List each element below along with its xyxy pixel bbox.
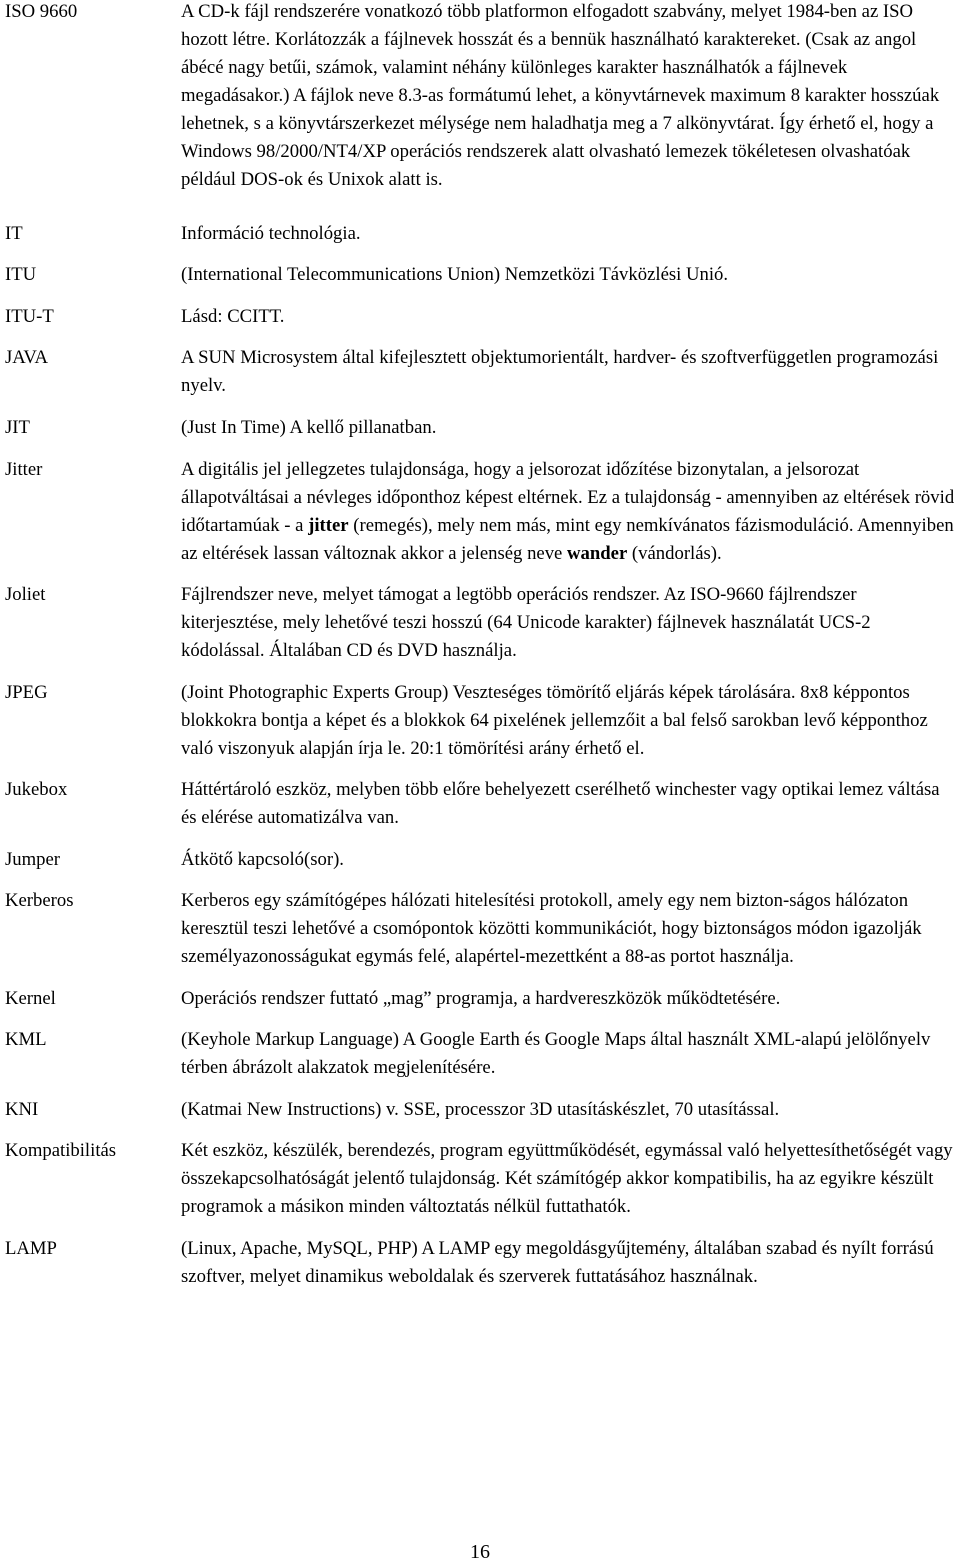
glossary-entry-kompatibilitas	[5, 1137, 957, 1221]
glossary-entry-jpeg	[5, 679, 957, 763]
glossary-entry-kerberos	[5, 887, 957, 971]
term: ITU-T	[5, 306, 54, 327]
glossary-entry-jumper	[5, 846, 957, 874]
page-number: 16	[470, 1541, 490, 1563]
term: JPEG	[5, 682, 48, 703]
definition: A SUN Microsystem által kifejlesztett objektumorientált, hardver- és szoftverfüggetlen programozási nyelv.	[181, 347, 939, 396]
definition-bold-term: wander	[567, 543, 628, 564]
definition: (Katmai New Instructions) v. SSE, processzor 3D utasításkészlet, 70 utasítással.	[181, 1099, 780, 1120]
definition: (Keyhole Markup Language) A Google Earth és Google Maps által használt XML-alapú jelölőnyelv térben ábrázolt alakzatok megjelenítésére.	[181, 1029, 931, 1078]
definition: (Linux, Apache, MySQL, PHP) A LAMP egy megoldásgyűjtemény, általában szabad és nyílt forrású szoftver, melyet dinamikus weboldalak és szerverek futtatásához használnak.	[181, 1238, 934, 1287]
glossary-entry-kernel	[5, 985, 957, 1013]
definition-text: A digitális jel jellegzetes tulajdonsága, hogy a jelsorozat időzítése bizonytalan, a jelsorozat állapotváltásai a névleges időponthoz képest eltérnek. Ez a tulajdonság - amennyiben az eltérések rövid időtartamúak - a	[181, 459, 955, 536]
definition: Fájlrendszer neve, melyet támogat a legtöbb operációs rendszer. Az ISO-9660 fájlrendszer kiterjesztése, mely lehetővé teszi hosszú (64 Unicode karakter) fájlnevek használatát UCS-2 kódolással. Általában CD és DVD használja.	[181, 584, 871, 661]
definition: (Just In Time) A kellő pillanatban.	[181, 417, 437, 438]
glossary-entry-it	[5, 220, 957, 248]
glossary-entry-itu	[5, 261, 957, 289]
definition: Lásd: CCITT.	[181, 306, 285, 327]
term: LAMP	[5, 1238, 57, 1259]
term: Jumper	[5, 849, 61, 870]
term: Kerberos	[5, 890, 74, 911]
definition	[181, 456, 957, 568]
glossary-entry-lamp	[5, 1235, 957, 1291]
definition: Információ technológia.	[181, 223, 361, 244]
definition-text: (remegés), mely nem más, mint egy nemkívánatos fázismoduláció. Amennyiben az eltérések lassan változnak akkor a jelenség neve	[181, 515, 954, 564]
definition-bold-term: jitter	[308, 515, 349, 536]
glossary-entry-jitter	[5, 456, 957, 568]
glossary-entry-jukebox	[5, 776, 957, 832]
term: ITU	[5, 264, 37, 285]
definition-text: (vándorlás).	[627, 543, 722, 564]
glossary-entry-kml	[5, 1026, 957, 1082]
definition: Háttértároló eszköz, melyben több előre behelyezett cserélhető winchester vagy optikai lemez váltása és elérése automatizálva van.	[181, 779, 940, 828]
definition: Kerberos egy számítógépes hálózati hitelesítési protokoll, amely egy nem bizton-ságos hálózaton keresztül teszi lehetővé a csomópontok közötti kommunikációt, hogy biztonságos módon igazolják személyazonosságukat egymás felé, alapértel-mezettként a 88-as portot használja.	[181, 890, 922, 967]
glossary-entry-iso-9660	[5, 0, 957, 194]
definition: A CD-k fájl rendszerére vonatkozó több platformon elfogadott szabvány, melyet 1984-ben az ISO hozott létre. Korlátozzák a fájlnevek hosszát és a bennük használható karaktereket. (Csak az angol ábécé nagy betűi, számok, valamint néhány különleges karakter használhatók a fájlnevek megadásakor.) A fájlok neve 8.3-as formátumú lehet, a könyvtárnevek maximum 8 karakter hosszúak lehetnek, s a könyvtárszerkezet mélysége nem haladhatja meg a 7 alkönyvtárat. Így érhető el, hogy a Windows 98/2000/NT4/XP operációs rendszerek alatt olvasható lemezek tökéletesen olvashatóak például DOS-ok és Unixok alatt is.	[181, 1, 940, 190]
glossary-entry-joliet	[5, 581, 957, 665]
term: Jukebox	[5, 779, 68, 800]
glossary-list	[5, 0, 957, 1287]
term: IT	[5, 223, 23, 244]
term: Jitter	[5, 459, 43, 480]
term: JIT	[5, 417, 30, 438]
term: Kernel	[5, 988, 56, 1009]
glossary-entry-jit	[5, 414, 957, 442]
term: KML	[5, 1029, 47, 1050]
term: JAVA	[5, 347, 48, 368]
definition: (Joint Photographic Experts Group) Veszteséges tömörítő eljárás képek tárolására. 8x8 képpontos blokkokra bontja a képet és a blokkok 64 pixelének jellemzőit a bal felső sarokban levő képponthoz való viszonyuk alapján írja le. 20:1 tömörítési arány érhető el.	[181, 682, 928, 759]
glossary-entry-java	[5, 344, 957, 400]
definition: (International Telecommunications Union) Nemzetközi Távközlési Unió.	[181, 264, 729, 285]
term: KNI	[5, 1099, 39, 1120]
glossary-entry-kni	[5, 1096, 957, 1124]
definition: Két eszköz, készülék, berendezés, program együttműködését, egymással való helyettesíthetőségét vagy összekapcsolhatóságát jelentő tulajdonság. Két számítógép akkor kompatibilis, ha az egyikre készült programok a másikon minden változtatás nélkül futtathatók.	[181, 1140, 953, 1217]
term: Kompatibilitás	[5, 1140, 117, 1161]
glossary-entry-itu-t	[5, 303, 957, 331]
definition: Operációs rendszer futtató „mag” programja, a hardvereszközök működtetésére.	[181, 988, 781, 1009]
definition: Átkötő kapcsoló(sor).	[181, 849, 344, 870]
term: ISO 9660	[5, 1, 78, 22]
term: Joliet	[5, 584, 46, 605]
